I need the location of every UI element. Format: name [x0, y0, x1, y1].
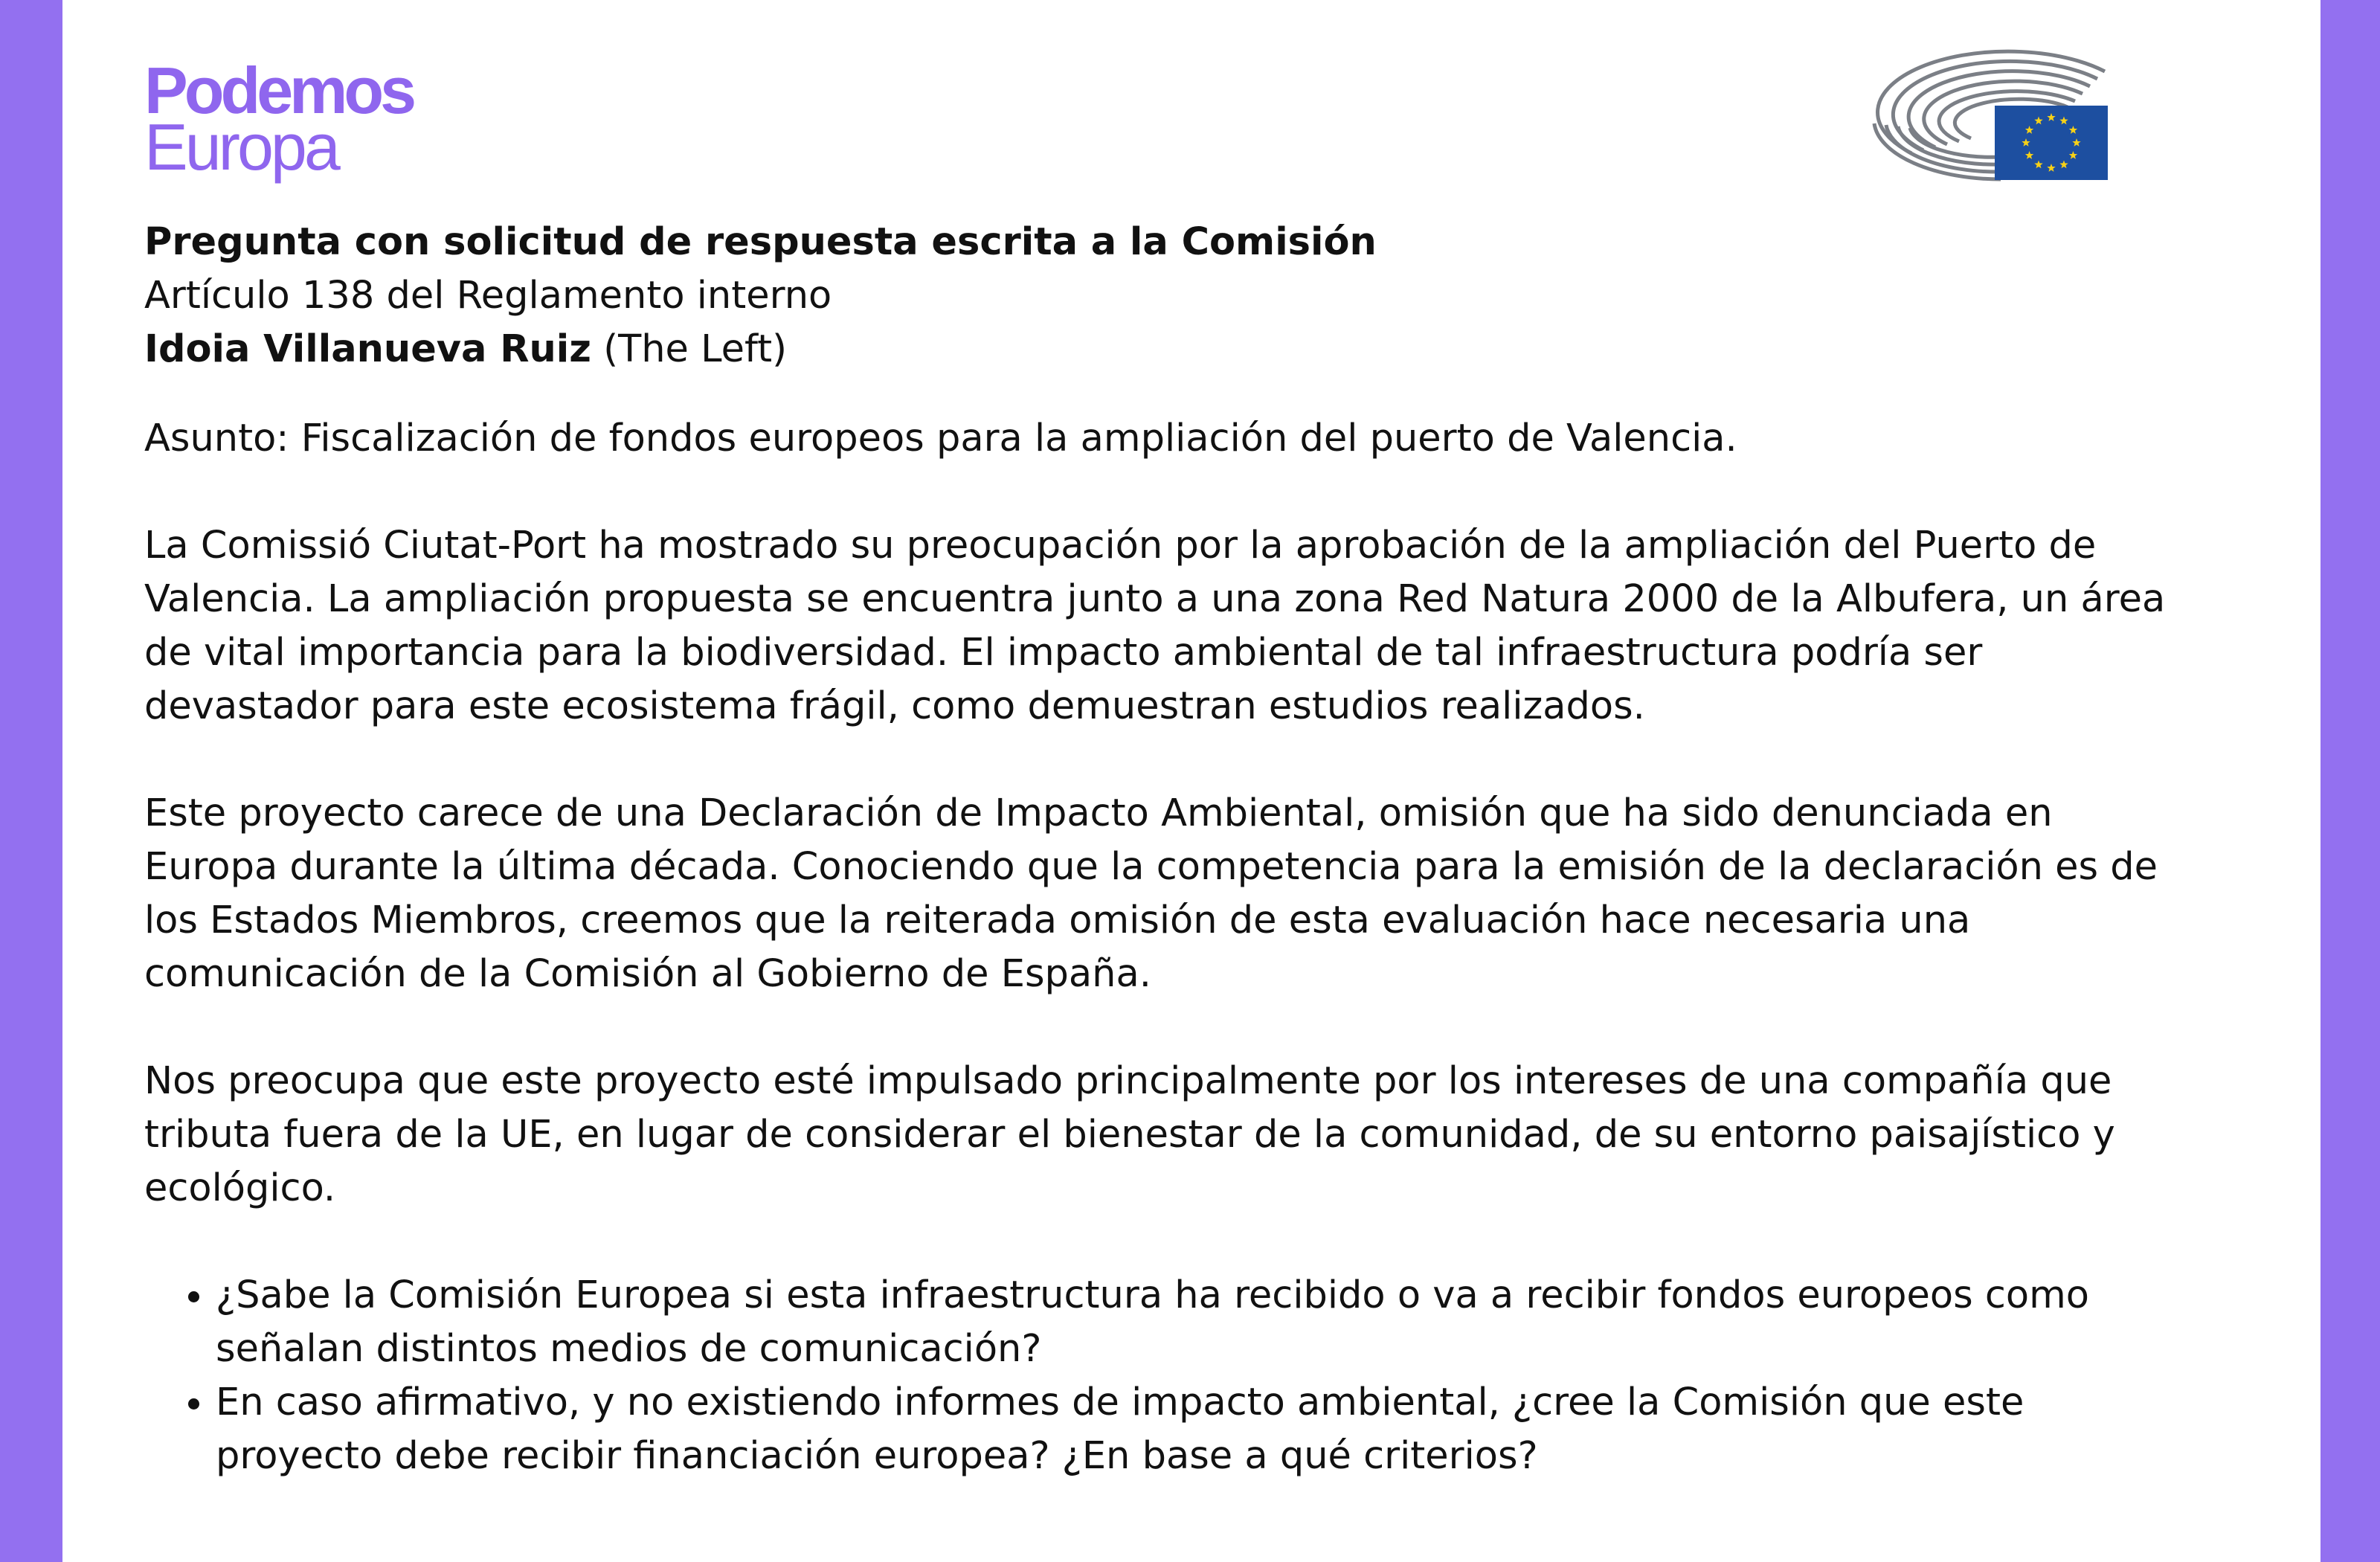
podemos-europa-logo — [144, 54, 414, 184]
document-title: Pregunta con solicitud de respuesta escrita a la Comisión — [144, 220, 1377, 264]
document-author — [144, 323, 2197, 376]
document-rule: Artículo 138 del Reglamento interno — [144, 274, 832, 318]
european-parliament-logo-icon — [1859, 42, 2112, 183]
question-item-2: • En caso afirmativo, y no existiendo informes de impacto ambiental, ¿cree la Comisión que este proyecto debe recibir financiación europea? ¿En base a qué criterios? — [216, 1376, 2197, 1483]
logo-line-europa: Europa — [144, 110, 338, 184]
question-item-1: • ¿Sabe la Comisión Europea si esta infraestructura ha recibido o va a recibir fondos europeos como señalan distintos medios de comunicación? — [216, 1269, 2197, 1376]
document-subject: Asunto: Fiscalización de fondos europeos para la ampliación del puerto de Valencia. — [144, 417, 1737, 460]
author-group: (The Left) — [603, 327, 787, 371]
question-list — [144, 1269, 2197, 1483]
body-paragraph-3: Nos preocupa que este proyecto esté impulsado principalmente por los intereses de una compañía que tributa fuera de la UE, en lugar de considerar el bienestar de la comunidad, de su entorno paisajístico y ecológico. — [144, 1059, 2115, 1210]
document-header — [144, 216, 2197, 376]
author-name: Idoia Villanueva Ruiz — [144, 327, 591, 371]
question-document — [144, 216, 2197, 1483]
body-paragraph-1: La Comissió Ciutat-Port ha mostrado su preocupación por la aprobación de la ampliación del Puerto de Valencia. La ampliación propuesta se encuentra junto a una zona Red Natura 2000 de la Albufera, un área de vital importancia para la biodiversidad. El impacto ambiental de tal infraestructura podría ser devastador para este ecosistema frágil, como demuestran estudios realizados. — [144, 524, 2166, 728]
logo-line-podemos: Podemos — [144, 54, 414, 127]
body-paragraph-2: Este proyecto carece de una Declaración de Impacto Ambiental, omisión que ha sido denunciada en Europa durante la última década. Conociendo que la competencia para la emisión de la declaración es de los Estados Miembros, creemos que la reiterada omisión de esta evaluación hace necesaria una comunicación de la Comisión al Gobierno de España. — [144, 791, 2158, 996]
